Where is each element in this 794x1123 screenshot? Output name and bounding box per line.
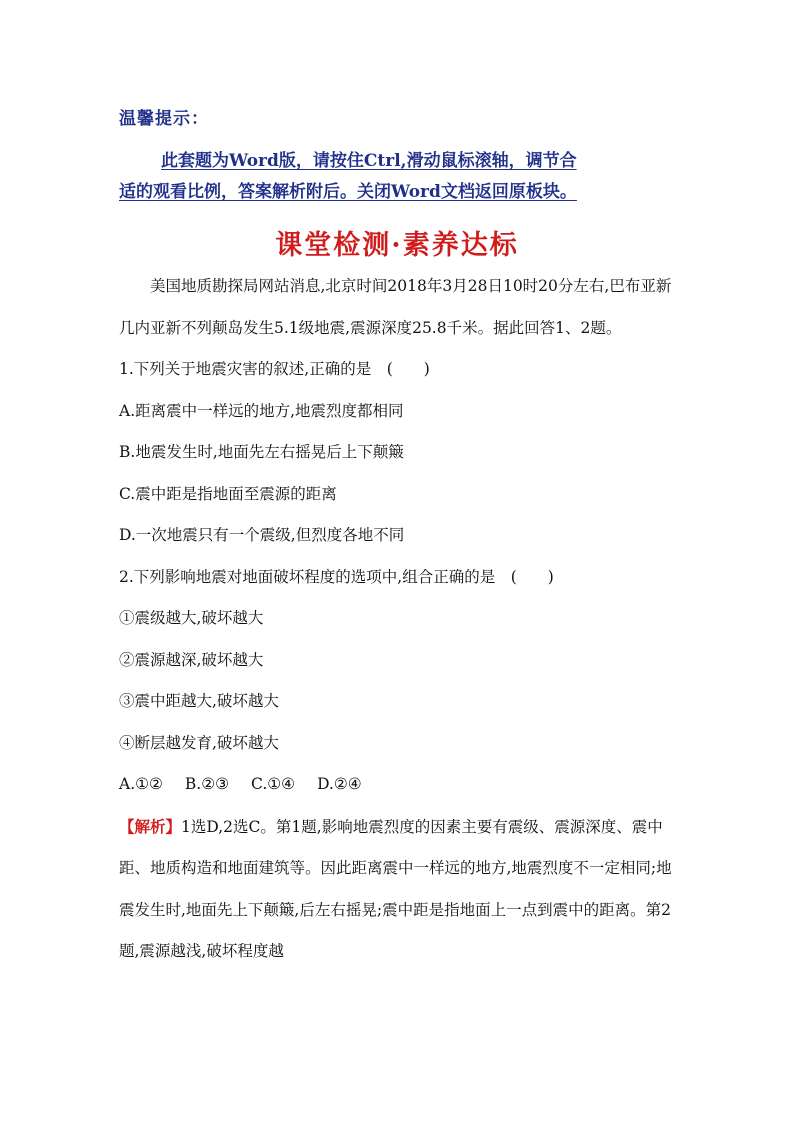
question-content [119, 266, 679, 973]
q2-option-b: B.②③ [184, 775, 230, 793]
section-title: 课堂检测·素养达标 [275, 230, 519, 261]
q1-stem: 1.下列关于地震灾害的叙述,正确的是 ( ) [119, 360, 430, 378]
intro-paragraph: 美国地质勘探局网站消息,北京时间2018年3月28日10时20分左右,巴布亚新几内亚新不列颠岛发生5.1级地震,震源深度25.8千米。据此回答1、2题。 [119, 277, 672, 337]
q2-statement-3: ③震中距越大,破坏越大 [119, 692, 279, 710]
q2-statement-4: ④断层越发育,破坏越大 [119, 733, 279, 752]
analysis-paragraph [119, 806, 679, 973]
q1-option-b: B.地震发生时,地面先左右摇晃后上下颠簸 [119, 443, 404, 461]
q2-stem: 2.下列影响地震对地面破坏程度的选项中,组合正确的是 ( ) [119, 567, 554, 586]
notice-line-1: 此套题为Word版，请按住Ctrl,滑动鼠标滚轴，调节合 [161, 151, 577, 171]
q2-statement-1: ①震级越大,破坏越大 [119, 609, 264, 627]
q1-option-c: C.震中距是指地面至震源的距离 [119, 484, 337, 503]
notice-line-2: 适的观看比例，答案解析附后。关闭Word文档返回原板块。 [119, 182, 577, 202]
q2-options [119, 764, 679, 806]
analysis-text: 1选D,2选C。第1题,影响地震烈度的因素主要有震级、震源深度、震中距、地质构造和地面建筑等。因此距离震中一样远的地方,地震烈度不一定相同;地震发生时,地面先上下颠簸,后左右摇晃;震中距是指地面上一点到震中的距离。第2题,震源越浅,破坏程度越 [119, 817, 672, 960]
q2-option-a: A.①② [119, 775, 163, 793]
q2-statement-2: ②震源越深,破坏越大 [119, 650, 264, 669]
notice-title: 温馨提示： [119, 109, 209, 129]
q1-option-a: A.距离震中一样远的地方,地震烈度都相同 [119, 401, 404, 420]
notice-body [119, 146, 689, 208]
q2-option-c: C.①④ [251, 775, 296, 793]
analysis-tag: 【解析】 [119, 816, 182, 836]
q1-option-d: D.一次地震只有一个震级,但烈度各地不同 [119, 526, 405, 544]
q2-option-d: D.②④ [317, 775, 362, 793]
